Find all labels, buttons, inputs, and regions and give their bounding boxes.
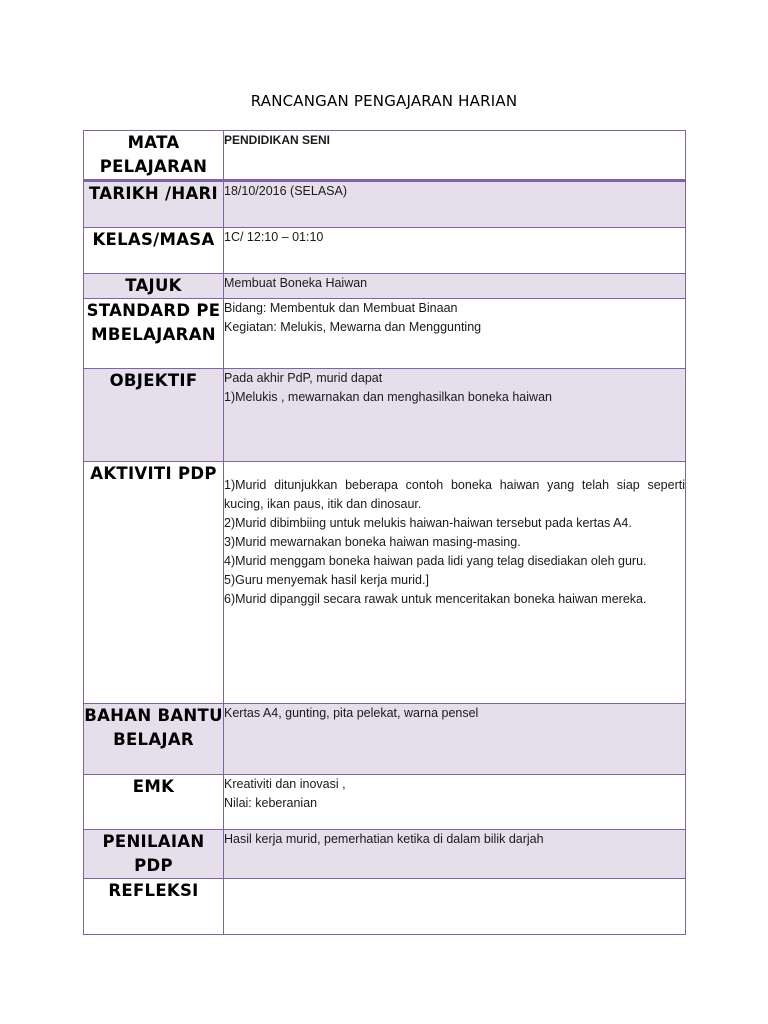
document-title: RANCANGAN PENGAJARAN HARIAN <box>250 92 518 110</box>
label-refleksi: REFLEKSI <box>84 879 224 935</box>
emk-line: Nilai: keberanian <box>224 796 318 810</box>
row-aktiviti <box>84 462 686 704</box>
value-aktiviti <box>224 462 686 704</box>
label-objektif: OBJEKTIF <box>84 369 224 462</box>
objektif-line: 1)Melukis , mewarnakan dan menghasilkan boneka haiwan <box>224 390 552 404</box>
label-mata-pelajaran: MATA PELAJARAN <box>84 131 224 181</box>
standard-line: Kegiatan: Melukis, Mewarna dan Menggunting <box>224 320 482 334</box>
value-emk <box>224 775 686 830</box>
emk-line: Kreativiti dan inovasi , <box>224 777 346 791</box>
value-tarikh: 18/10/2016 (SELASA) <box>224 181 686 228</box>
value-tajuk: Membuat Boneka Haiwan <box>224 274 686 299</box>
value-penilaian: Hasil kerja murid, pemerhatian ketika di dalam bilik darjah <box>224 830 686 879</box>
value-objektif <box>224 369 686 462</box>
aktiviti-item: 5)Guru menyemak hasil kerja murid.] <box>224 573 429 587</box>
value-mata-pelajaran: PENDIDIKAN SENI <box>224 131 686 181</box>
row-bahan <box>84 704 686 775</box>
value-standard <box>224 299 686 369</box>
label-tajuk: TAJUK <box>84 274 224 299</box>
value-bahan: Kertas A4, gunting, pita pelekat, warna pensel <box>224 704 686 775</box>
label-kelas: KELAS/MASA <box>84 228 224 274</box>
row-tajuk <box>84 274 686 299</box>
standard-line: Bidang: Membentuk dan Membuat Binaan <box>224 301 458 315</box>
row-emk <box>84 775 686 830</box>
row-objektif <box>84 369 686 462</box>
aktiviti-item: 3)Murid mewarnakan boneka haiwan masing-masing. <box>224 535 521 549</box>
aktiviti-item: 4)Murid menggam boneka haiwan pada lidi yang telag disediakan oleh guru. <box>224 554 647 568</box>
value-refleksi <box>224 879 686 935</box>
value-kelas: 1C/ 12:10 – 01:10 <box>224 228 686 274</box>
label-emk: EMK <box>84 775 224 830</box>
aktiviti-item: 1)Murid ditunjukkan beberapa contoh boneka haiwan yang telah siap seperti kucing, ikan paus, itik dan dinosaur. <box>224 478 685 511</box>
label-penilaian: PENILAIAN PDP <box>84 830 224 879</box>
row-refleksi <box>84 879 686 935</box>
row-tarikh <box>84 181 686 228</box>
label-aktiviti: AKTIVITI PDP <box>84 462 224 704</box>
aktiviti-item: 6)Murid dipanggil secara rawak untuk menceritakan boneka haiwan mereka. <box>224 592 647 606</box>
aktiviti-item: 2)Murid dibimbiing untuk melukis haiwan-haiwan tersebut pada kertas A4. <box>224 516 632 530</box>
label-standard: STANDARD PEMBELAJARAN <box>84 299 224 369</box>
label-bahan: BAHAN BANTU BELAJAR <box>84 704 224 775</box>
row-kelas <box>84 228 686 274</box>
lesson-plan-table <box>83 130 686 935</box>
objektif-line: Pada akhir PdP, murid dapat <box>224 371 383 385</box>
row-mata-pelajaran <box>84 131 686 181</box>
row-standard <box>84 299 686 369</box>
label-tarikh: TARIKH /HARI <box>84 181 224 228</box>
row-penilaian <box>84 830 686 879</box>
